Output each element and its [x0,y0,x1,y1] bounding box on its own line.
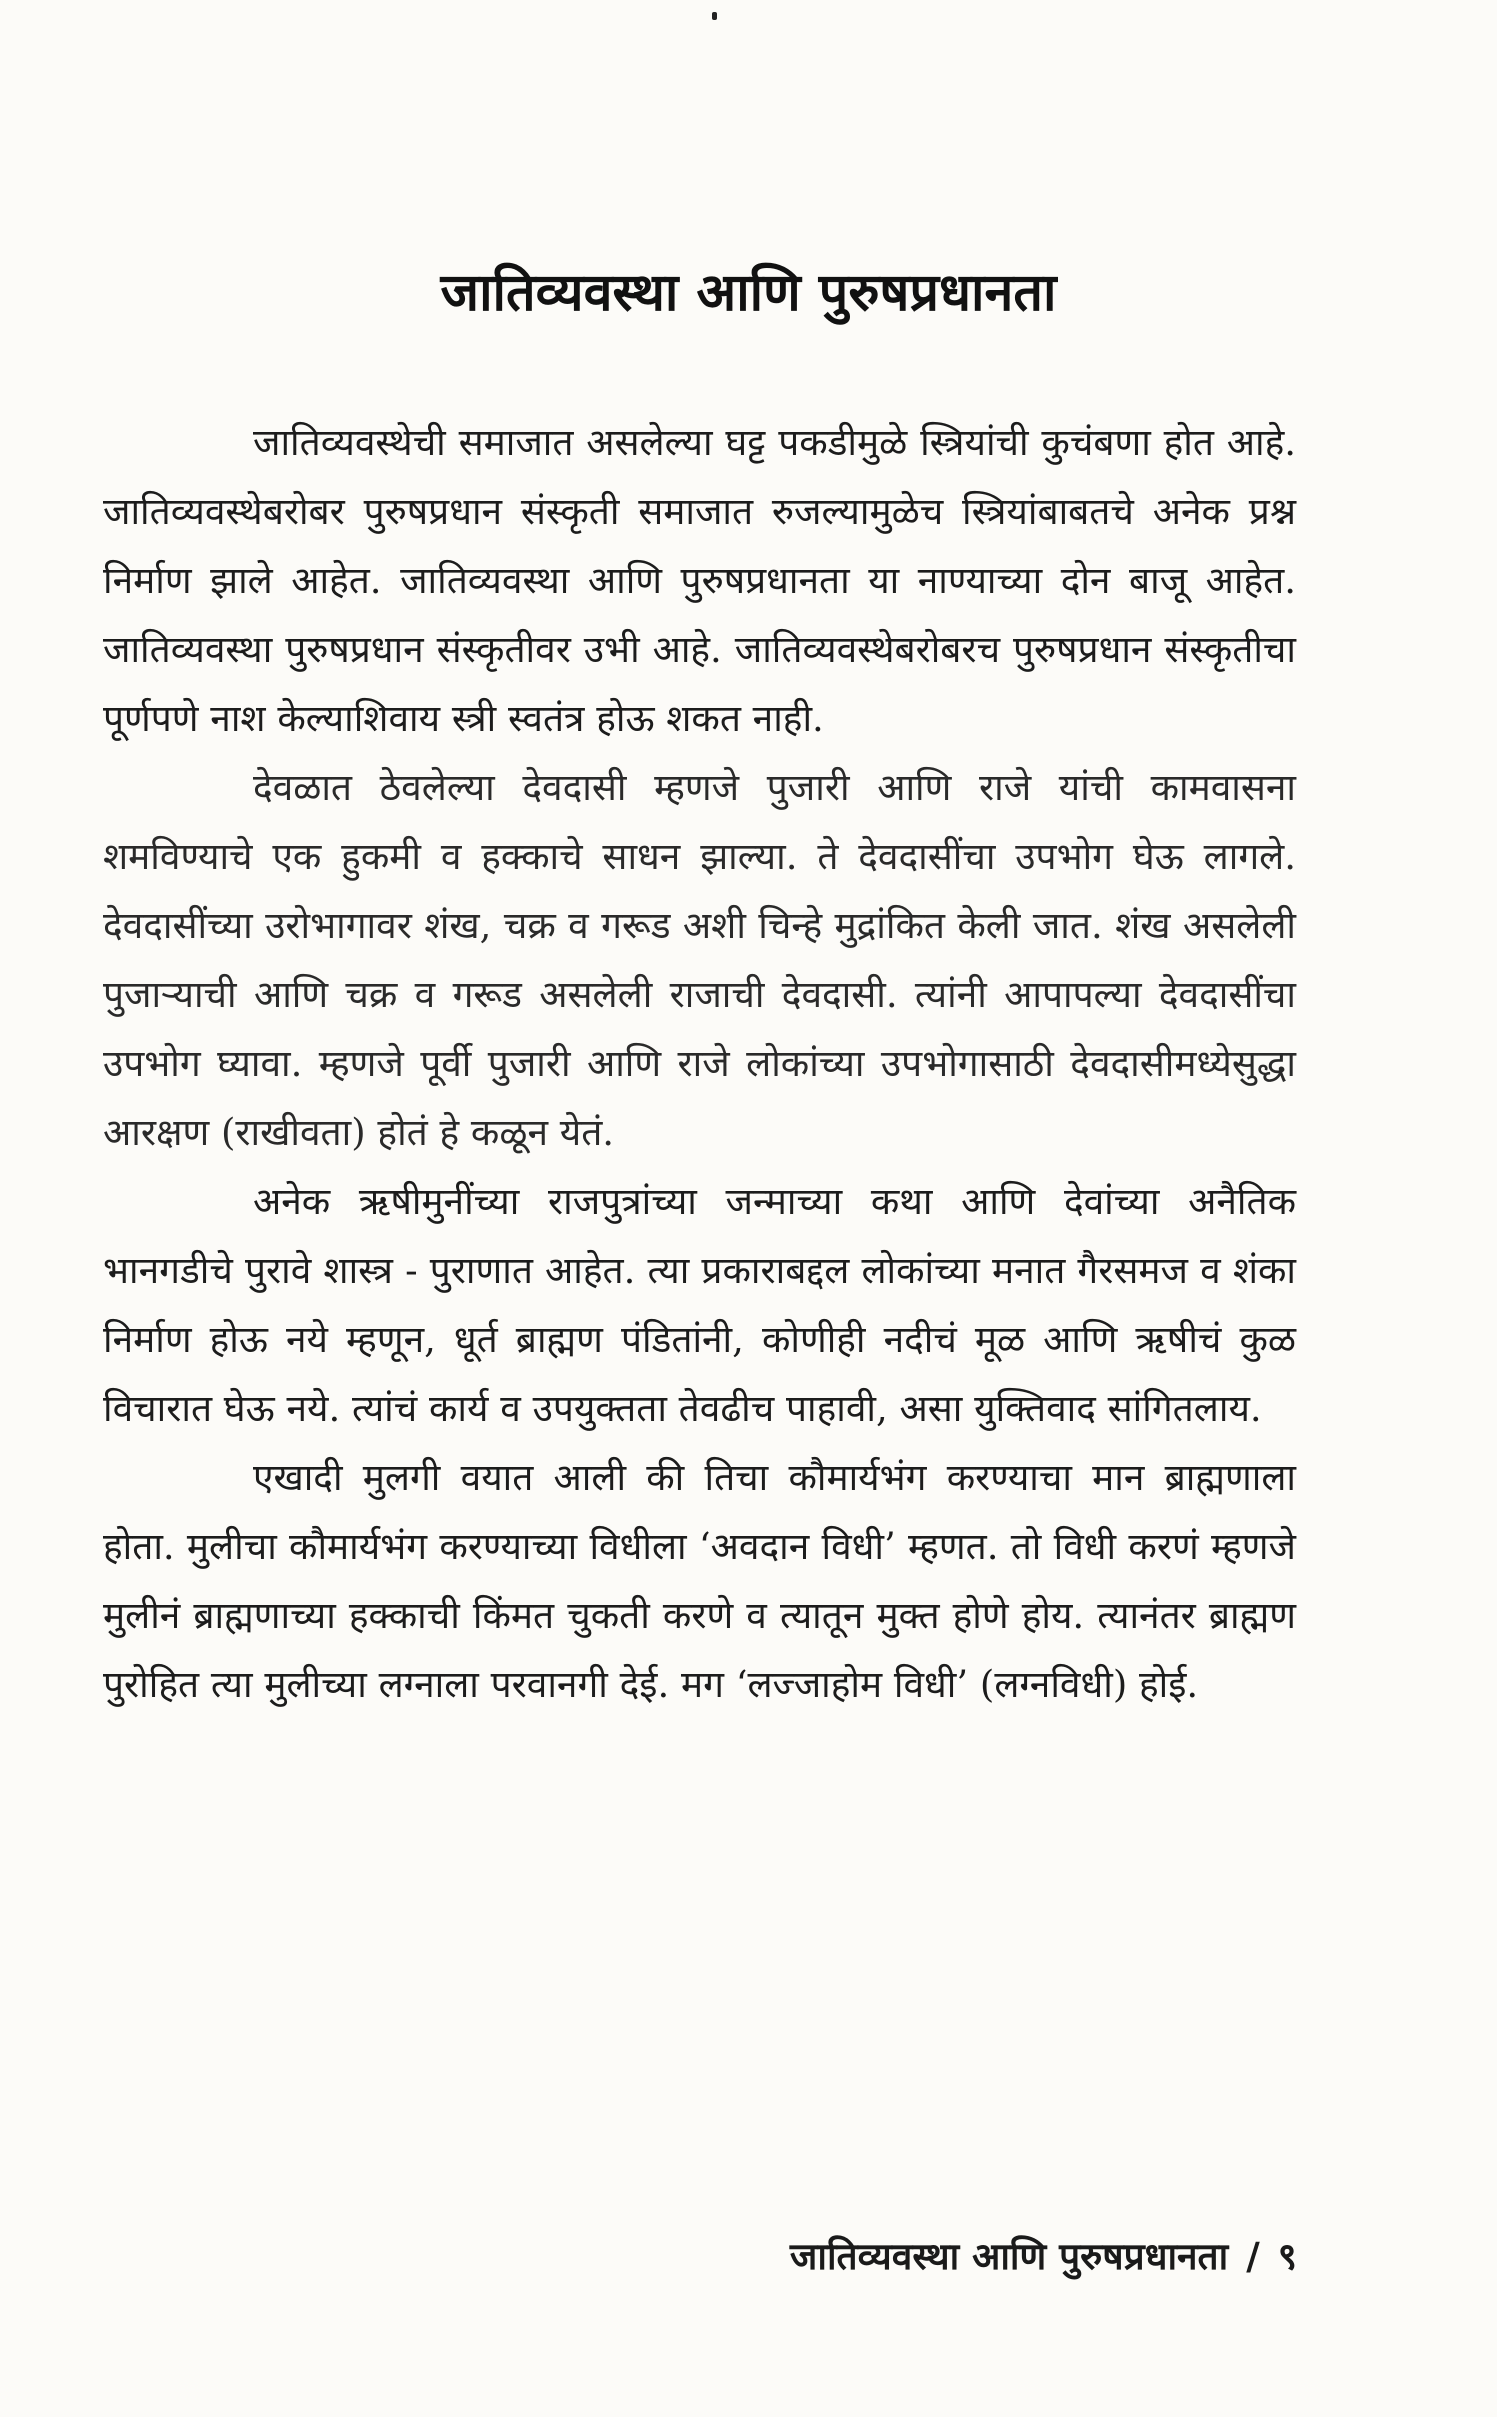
chapter-body [103,408,1296,1719]
paragraph-2: देवळात ठेवलेल्या देवदासी म्हणजे पुजारी आणि राजे यांची कामवासना शमविण्याचे एक हुकमी व हक्काचे साधन झाल्या. ते देवदासींचा उपभोग घेऊ लागले. देवदासींच्या उरोभागावर शंख, चक्र व गरूड अशी चिन्हे मुद्रांकित केली जात. शंख असलेली पुजाऱ्याची आणि चक्र व गरूड असलेली राजाची देवदासी. त्यांनी आपापल्या देवदासींचा उपभोग घ्यावा. म्हणजे पूर्वी पुजारी आणि राजे लोकांच्या उपभोगासाठी देवदासीमध्येसुद्धा आरक्षण (राखीवता) होतं हे कळून येतं. [103,766,1296,1154]
paragraph-3: अनेक ऋषीमुनींच्या राजपुत्रांच्या जन्माच्या कथा आणि देवांच्या अनैतिक भानगडीचे पुरावे शास्त्र - पुराणात आहेत. त्या प्रकाराबद्दल लोकांच्या मनात गैरसमज व शंका निर्माण होऊ नये म्हणून, धूर्त ब्राह्मण पंडितांनी, कोणीही नदीचं मूळ आणि ऋषीचं कुळ विचारात घेऊ नये. त्यांचं कार्य व उपयुक्तता तेवढीच पाहावी, असा युक्तिवाद सांगितलाय. [103,1180,1296,1430]
footer-separator: / [1246,2235,1260,2278]
page-footer [790,2232,1297,2282]
page-number: ९ [1277,2235,1297,2278]
ink-speck [712,12,717,20]
paragraph-4: एखादी मुलगी वयात आली की तिचा कौमार्यभंग करण्याचा मान ब्राह्मणाला होता. मुलीचा कौमार्यभंग करण्याच्या विधीला ‘अवदान विधी’ म्हणत. तो विधी करणं म्हणजे मुलीनं ब्राह्मणाच्या हक्काची किंमत चुकती करणे व त्यातून मुक्त होणे होय. त्यानंतर ब्राह्मण पुरोहित त्या मुलीच्या लग्नाला परवानगी देई. मग ‘लज्जाहोम विधी’ (लग्नविधी) होई. [103,1456,1296,1706]
running-title: जातिव्यवस्था आणि पुरुषप्रधानता [789,2235,1229,2278]
chapter-title: जातिव्यवस्था आणि पुरुषप्रधानता [440,263,1057,323]
paragraph-1: जातिव्यवस्थेची समाजात असलेल्या घट्ट पकडीमुळे स्त्रियांची कुचंबणा होत आहे. जातिव्यवस्थेबरोबर पुरुषप्रधान संस्कृती समाजात रुजल्यामुळेच स्त्रियांबाबतचे अनेक प्रश्न निर्माण झाले आहेत. जातिव्यवस्था आणि पुरुषप्रधानता या नाण्याच्या दोन बाजू आहेत. जातिव्यवस्था पुरुषप्रधान संस्कृतीवर उभी आहे. जातिव्यवस्थेबरोबरच पुरुषप्रधान संस्कृतीचा पूर्णपणे नाश केल्याशिवाय स्त्री स्वतंत्र होऊ शकत नाही. [103,421,1296,740]
